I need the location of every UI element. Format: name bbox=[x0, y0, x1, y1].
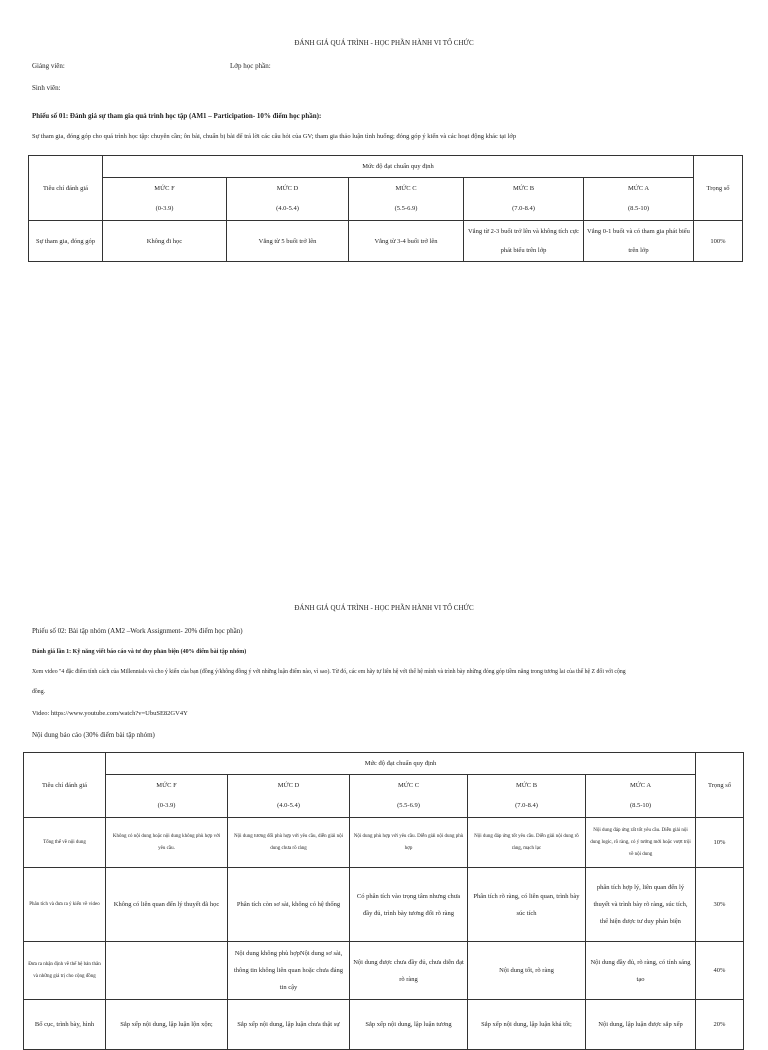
level-cell: Vắng từ 3-4 buổi trở lên bbox=[349, 221, 464, 262]
weight-cell: 20% bbox=[696, 1000, 744, 1050]
level-header: MỨC A (8.5-10) bbox=[584, 178, 694, 221]
level-header: MỨC F (0-3.9) bbox=[106, 775, 228, 818]
level-cell: Phân tích rõ ràng, có liên quan, trình bày súc tích bbox=[468, 868, 586, 942]
table-row bbox=[24, 818, 744, 868]
class-label: Lớp học phần: bbox=[230, 62, 271, 70]
criteria-header: Tiêu chí đánh giá bbox=[29, 156, 103, 221]
weight-cell: 40% bbox=[696, 942, 744, 1000]
weight-cell: 30% bbox=[696, 868, 744, 942]
level-cell: Sắp xếp nội dung, lập luận chưa thật sự bbox=[228, 1000, 350, 1050]
level-cell: phân tích hợp lý, liên quan đến lý thuyết và trình bày rõ ràng, súc tích, thể hiện được tư duy phản biện bbox=[586, 868, 696, 942]
level-cell: Nội dung đầy đủ, rõ ràng, có tính sáng tạo bbox=[586, 942, 696, 1000]
description: Sự tham gia, đóng góp cho quá trình học tập: chuyên cần; ôn bài, chuẩn bị bài để trả lời các câu hỏi của GV; tham gia thảo luận tình huống; đóng góp ý kiến và các hoạt động khác tại lớp bbox=[32, 133, 517, 140]
criterion-cell: Tổng thể về nội dung bbox=[24, 818, 106, 868]
level-cell: Nội dung đáp ứng tốt yêu cầu. Diễn giải nội dung rõ ràng, mạch lạc bbox=[468, 818, 586, 868]
video-intro: Xem video "4 đặc điểm tính cách của Millennials và cho ý kiến của bạn (đồng ý/không đồng ý với những luận điểm nào, vì sao). Từ đó, các em hãy tự liên hệ với thế hệ mình và trình bày những đóng góp tiềm năng trong tương lai của thế hệ Z đối với cộng bbox=[32, 669, 626, 675]
level-header: MỨC B (7.0-8.4) bbox=[468, 775, 586, 818]
rubric-table bbox=[28, 155, 743, 262]
level-header: MỨC A (8.5-10) bbox=[586, 775, 696, 818]
level-cell: Phân tích còn sơ sài, không có hệ thống bbox=[228, 868, 350, 942]
page-2 bbox=[0, 590, 768, 1028]
level-cell: Vắng từ 2-3 buổi trở lên và không tích cực phát biểu trên lớp bbox=[464, 221, 584, 262]
level-cell: Sắp xếp nội dung, lập luận tương bbox=[350, 1000, 468, 1050]
criteria-header: Tiêu chí đánh giá bbox=[24, 753, 106, 818]
weight-header: Trọng số bbox=[694, 156, 743, 221]
level-header: MỨC F (0-3.9) bbox=[103, 178, 227, 221]
lecturer-label: Giảng viên: bbox=[32, 62, 65, 70]
level-header: MỨC D (4.0-5.4) bbox=[228, 775, 350, 818]
video-link[interactable]: Video: https://www.youtube.com/watch?v=UbuSE82GV4Y bbox=[32, 710, 188, 717]
level-cell: Nội dung tương đối phù hợp với yêu cầu, diễn giải nội dung chưa rõ ràng bbox=[228, 818, 350, 868]
table-row bbox=[29, 221, 743, 262]
level-header: MỨC D (4.0-5.4) bbox=[227, 178, 349, 221]
level-cell: Nội dung không phù hợpNội dung sơ sài, thông tin không liên quan hoặc chưa đáng tin cậy bbox=[228, 942, 350, 1000]
level-cell: Nội dung được chưa đầy đủ, chưa diễn đạt rõ ràng bbox=[350, 942, 468, 1000]
weight-header: Trọng số bbox=[696, 753, 744, 818]
page-title: ĐÁNH GIÁ QUÁ TRÌNH - HỌC PHẦN HÀNH VI TỔ CHỨC bbox=[294, 604, 474, 612]
level-cell: Không có nội dung hoặc nội dung không phù hợp với yêu cầu. bbox=[106, 818, 228, 868]
level-cell: Nội dung tốt, rõ ràng bbox=[468, 942, 586, 1000]
student-label: Sinh viên: bbox=[32, 84, 61, 92]
round-heading: Đánh giá lần 1: Kỹ năng viết báo cáo và tư duy phản biện (40% điểm bài tập nhóm) bbox=[32, 649, 247, 655]
form-heading: Phiếu số 02: Bài tập nhóm (AM2 –Work Assignment- 20% điểm học phần) bbox=[32, 627, 243, 635]
standard-header: Mức độ đạt chuẩn quy định bbox=[106, 753, 696, 775]
level-header: MỨC B (7.0-8.4) bbox=[464, 178, 584, 221]
page-title: ĐÁNH GIÁ QUÁ TRÌNH - HỌC PHẦN HÀNH VI TỔ CHỨC bbox=[294, 39, 474, 47]
report-content: Nội dung báo cáo (30% điểm bài tập nhóm) bbox=[32, 731, 155, 739]
level-cell: Không có liên quan đến lý thuyết đã học bbox=[106, 868, 228, 942]
rubric-table bbox=[23, 752, 744, 1050]
table-row bbox=[24, 868, 744, 942]
standard-header: Mức độ đạt chuẩn quy định bbox=[103, 156, 694, 178]
page-separator bbox=[0, 562, 768, 588]
form-heading: Phiếu số 01: Đánh giá sự tham gia quá trình học tập (AM1 – Participation- 10% điểm học phần): bbox=[32, 112, 322, 120]
level-cell bbox=[106, 942, 228, 1000]
level-cell: Vắng 0-1 buổi và có tham gia phát biểu trên lớp bbox=[584, 221, 694, 262]
level-header: MỨC C (5.5-6.9) bbox=[350, 775, 468, 818]
criterion-cell: Phân tích và đưa ra ý kiến về video bbox=[24, 868, 106, 942]
table-row bbox=[24, 1000, 744, 1050]
level-cell: Vắng từ 5 buổi trở lên bbox=[227, 221, 349, 262]
video-intro-cont: đồng. bbox=[32, 689, 46, 695]
weight-cell: 10% bbox=[696, 818, 744, 868]
level-header: MỨC C (5.5-6.9) bbox=[349, 178, 464, 221]
level-cell: Nội dung, lập luận được sắp xếp bbox=[586, 1000, 696, 1050]
level-cell: Nội dung đáp ứng rất tốt yêu cầu. Diễn giải nội dung logic, rõ ràng, có ý tưởng mới hoặc vượt trội về nội dung bbox=[586, 818, 696, 868]
level-cell: Nội dung phù hợp với yêu cầu. Diễn giải nội dung phù hợp bbox=[350, 818, 468, 868]
weight-cell: 100% bbox=[694, 221, 743, 262]
table-row bbox=[24, 942, 744, 1000]
level-cell: Không đi học bbox=[103, 221, 227, 262]
level-cell: Sắp xếp nội dung, lập luận khá tốt; bbox=[468, 1000, 586, 1050]
level-cell: Có phân tích vào trọng tâm nhưng chưa đầy đủ, trình bày tương đối rõ ràng bbox=[350, 868, 468, 942]
criterion-cell: Đưa ra nhận định về thế hệ bản thân và những giá trị cho cộng đồng bbox=[24, 942, 106, 1000]
criterion-cell: Bố cục, trình bày, hình bbox=[24, 1000, 106, 1050]
level-cell: Sắp xếp nội dung, lập luận lộn xộn; bbox=[106, 1000, 228, 1050]
criterion-cell: Sự tham gia, đóng góp bbox=[29, 221, 103, 262]
